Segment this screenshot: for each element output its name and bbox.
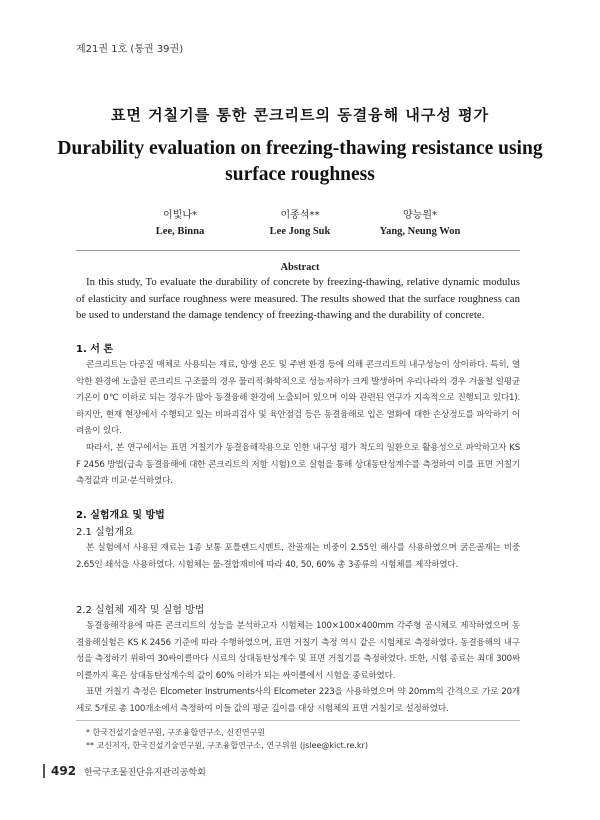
title-english: Durability evaluation on freezing-thawing resistance using surface roughness (57, 138, 543, 185)
section-heading-methods: 2. 실험개요 및 방법 (76, 510, 165, 521)
overview-paragraph: 본 실험에서 사용된 재료는 1종 보통 포틀랜드시멘트, 잔골재는 비중이 2.55인 해사를 사용하였으며 굵은골재는 비중 2.65인 쇄석을 사용하였다. 시험체는 물-결합재비에 따라 40, 50, 60% 총 3종류의 시험체를 제작하였다. (76, 543, 520, 570)
author-3 (360, 208, 480, 240)
author-name-korean: 이종석** (280, 210, 320, 221)
section-heading-introduction: 1. 서 론 (76, 344, 114, 355)
abstract-text: In this study, To evaluate the durability of concrete by freezing-thawing, relative dynamic modulus of elasticity and surface roughness were measured. The results showed that the surface roughness can be used to understand the damage tendency of freezing-thawing and the durability of concrete. (76, 276, 520, 321)
author-2 (240, 208, 360, 240)
author-name-english: Yang, Neung Won (379, 226, 461, 237)
society-name: 한국구조물진단유지관리공학회 (84, 767, 206, 778)
subsection-heading-overview: 2.1 실험개요 (76, 527, 134, 538)
subsection-heading-specimen: 2.2 실험체 제작 및 실험 방법 (76, 605, 205, 616)
specimen-paragraph-1: 동결융해작용에 따른 콘크리트의 성능을 분석하고자 시험체는 100×100×400mm 각주형 공시체로 제작하였으며 동결융해실험은 KS K 2456 기준에 따라 수행하였으며, 표면 거칠기 측정 역시 같은 시험체로 측정하였다. 동결융해의 내구성을 측정하기 위하여 30싸이클마다 시료의 상대동탄성계수 및 표면 거칠기를 측정하였다. 또한, 시험 종료는 최대 300싸이클까지 혹은 상대동탄성계수의 값이 60% 이하가 되는 싸이클에서 시험을 종료하였다. (76, 621, 520, 681)
footer-bar (43, 764, 45, 778)
footnote-1: * 한국건설기술연구원, 구조융합연구소, 신진연구원 (86, 728, 266, 737)
abstract-heading: Abstract (280, 262, 320, 273)
author-name-korean: 양능원* (403, 210, 437, 221)
title-korean: 표면 거칠기를 통한 콘크리트의 동결융해 내구성 평가 (110, 106, 490, 124)
page-number: 492 (51, 764, 77, 778)
author-name-english: Lee, Binna (155, 226, 205, 237)
author-1 (120, 208, 240, 240)
title-divider (76, 250, 520, 251)
author-name-english: Lee Jong Suk (269, 226, 331, 237)
author-list (0, 208, 600, 240)
journal-issue-header: 제21권 1호 (통권 39권) (76, 44, 184, 55)
specimen-paragraph-2: 표면 거칠기 측정은 Elcometer Instruments사의 Elcometer 223을 사용하였으며 약 20mm의 간격으로 가로 20개 세로 5개로 총 100개소에서 측정하여 이들 값의 평균 깊이를 대상 시험체의 표면 거칠기로 설정하였다. (76, 687, 520, 714)
footnote-divider (76, 720, 520, 721)
introduction-paragraph-2: 따라서, 본 연구에서는 표면 거칠기가 동결융해작용으로 인한 내구성 평가 척도의 일환으로 활용성으로 파악하고자 KS F 2456 방법(급속 동결융해에 대한 콘크리트의 저항 시험)으로 실험을 통해 상대동탄성계수를 측정하여 이를 표면 거칠기 측정값과 비교·분석하였다. (76, 443, 520, 486)
introduction-paragraph-1: 콘크리트는 다공질 매체로 사용되는 재료, 양생 온도 및 주변 환경 등에 의해 콘크리트의 내구성능이 상이하다. 특히, 열악한 환경에 노출된 콘크리트 구조물의 경우 물리적·화학적으로 성능저하가 크게 발생하며 우리나라의 경우 겨울철 일평균기온이 0℃ 이하로 되는 경우가 많아 동결융해 환경에 노출되어 있으며 이와 관련된 연구가 지속적으로 진행되고 있다1). 하지만, 현재 현장에서 수행되고 있는 비파괴검사 및 육안점검 등은 동결융해로 입은 열화에 대한 손상정도를 파악하기 어려움이 있다. (76, 360, 520, 436)
page-footer (43, 764, 206, 778)
footnote-2: ** 교신저자, 한국건설기술연구원, 구조융합연구소, 연구위원 (jslee@kict.re.kr) (86, 741, 368, 750)
author-name-korean: 이빛나* (163, 210, 197, 221)
